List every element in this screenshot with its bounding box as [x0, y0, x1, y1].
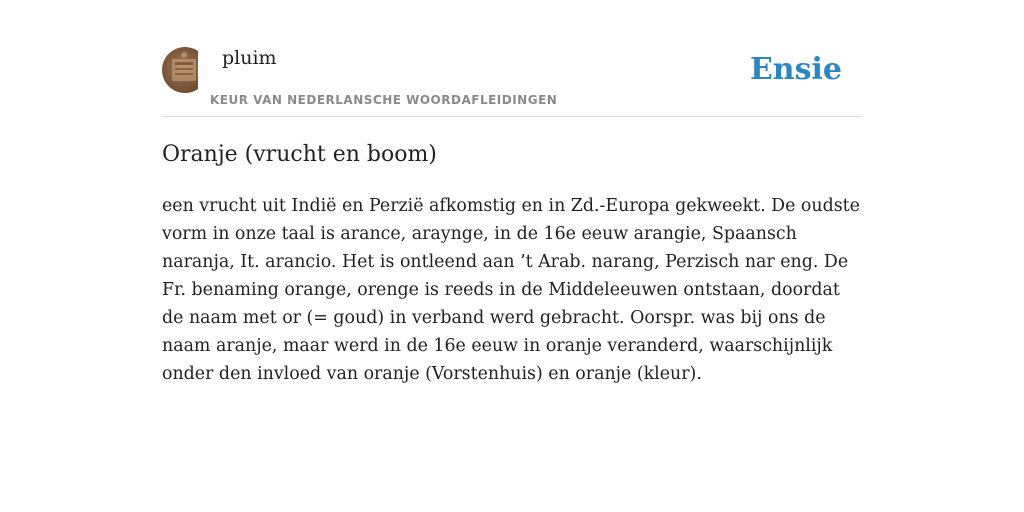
entry-header	[162, 0, 862, 117]
brand-logo[interactable]: Ensie	[749, 52, 842, 87]
entry-card	[162, 0, 862, 512]
author-avatar[interactable]	[162, 47, 208, 93]
entry-body: een vrucht uit Indië en Perzië afkomstig en in Zd.-Europa gekweekt. De oudste vorm in onze taal is arance, araynge, in de 16e eeuw arangie, Spaansch naranja, It. arancio. Het is ontleend aan ’t Arab. narang, Perzisch nar eng. De Fr. benaming orange, orenge is reeds in de Middeleeuwen ontstaan, doordat de naam met or (= goud) in verband werd gebracht. Oorspr. was bij ons de naam aranje, maar werd in de 16e eeuw in oranje veranderd, waarschijnlijk onder den invloed van oranje (Vorstenhuis) en oranje (kleur).	[162, 196, 860, 384]
author-name[interactable]: pluim	[222, 47, 277, 69]
source-label[interactable]: KEUR VAN NEDERLANSCHE WOORDAFLEIDINGEN	[210, 93, 558, 107]
entry-title: Oranje (vrucht en boom)	[162, 142, 437, 167]
